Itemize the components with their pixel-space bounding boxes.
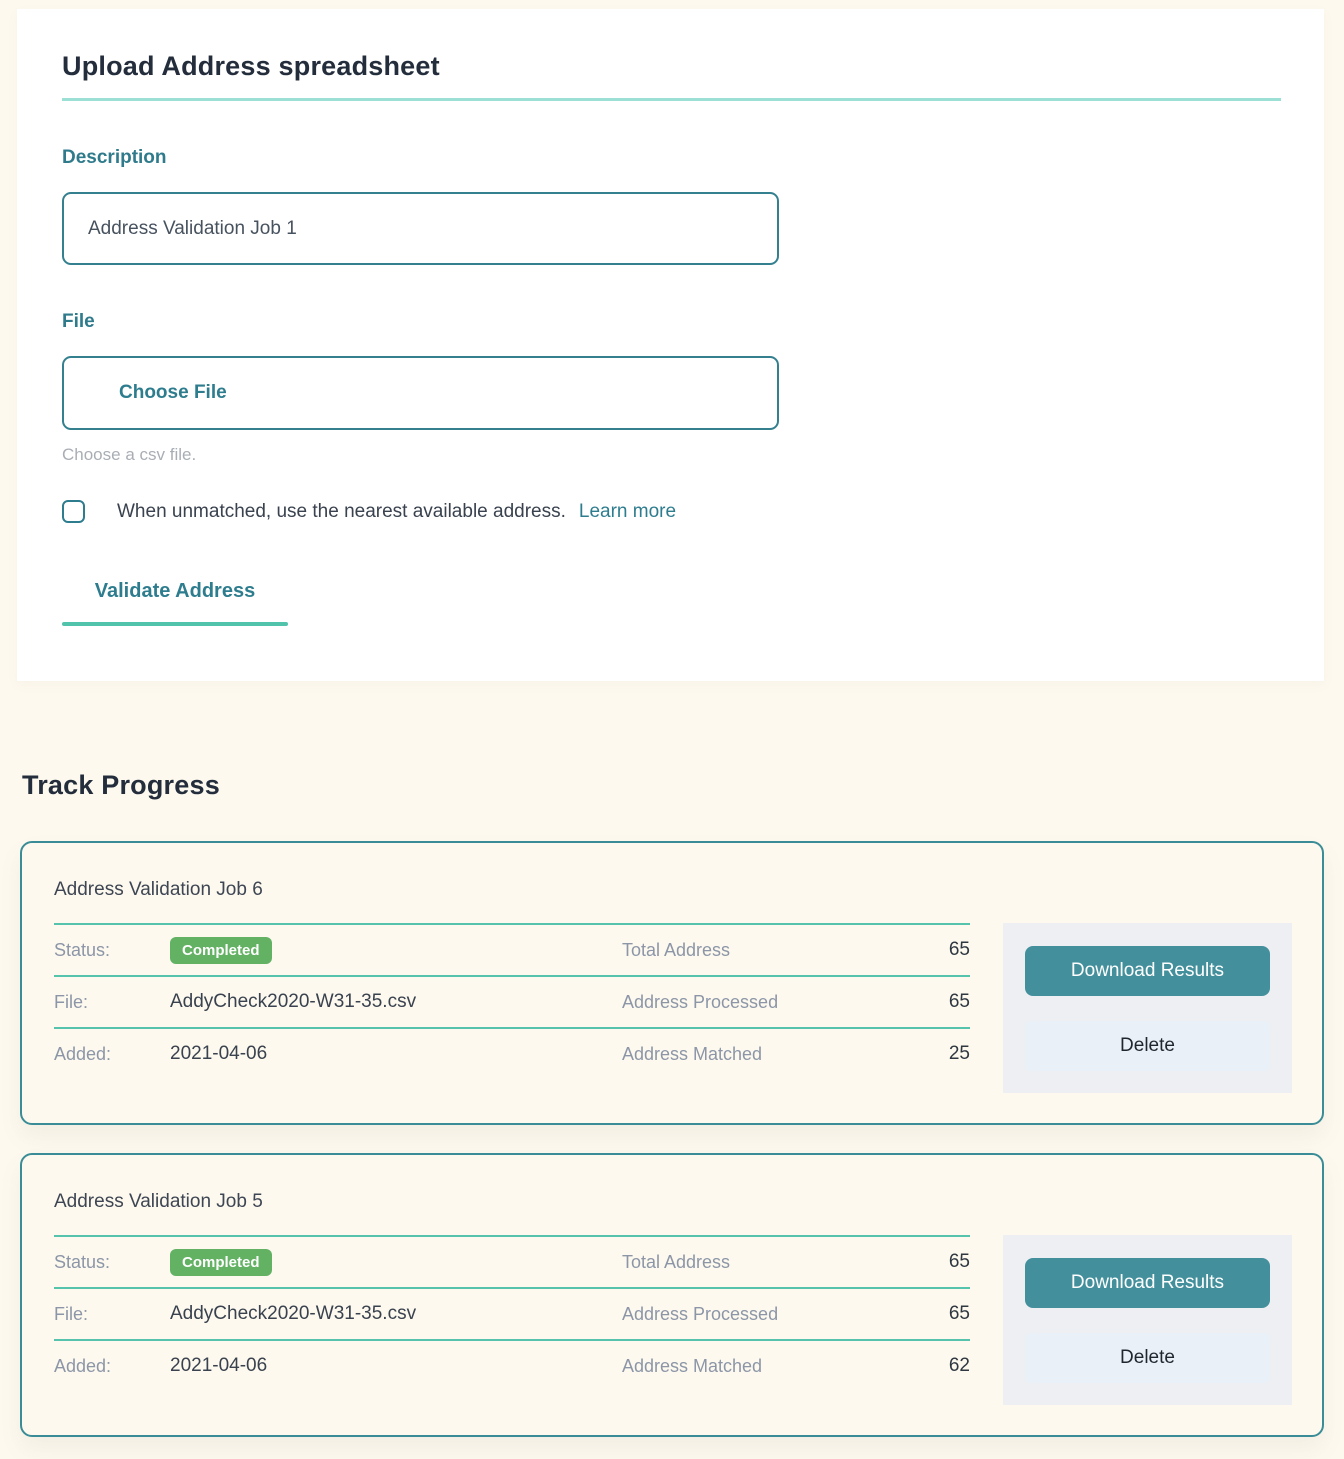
stat-value: 62 — [948, 1355, 970, 1376]
added-label: Added: — [54, 1355, 112, 1376]
job-details-table — [54, 1235, 970, 1391]
download-results-button[interactable]: Download Results — [1025, 946, 1270, 996]
table-row — [54, 1339, 970, 1391]
table-row — [54, 1027, 970, 1079]
choose-file-button[interactable] — [62, 356, 779, 430]
table-row — [54, 1287, 970, 1339]
status-badge: Completed — [170, 937, 272, 964]
stat-value: 65 — [948, 1251, 970, 1272]
validate-address-button[interactable] — [62, 580, 288, 626]
status-label: Status: — [54, 939, 111, 960]
file-value: AddyCheck2020-W31-35.csv — [170, 991, 417, 1012]
stat-label: Address Processed — [622, 991, 779, 1012]
unmatched-checkbox[interactable] — [62, 500, 85, 523]
learn-more-link[interactable]: Learn more — [578, 500, 677, 522]
download-results-button[interactable]: Download Results — [1025, 1258, 1270, 1308]
status-value — [170, 937, 622, 964]
file-label: File: — [54, 991, 89, 1012]
job-card — [20, 1153, 1324, 1437]
unmatched-option-row — [62, 500, 1281, 523]
added-value: 2021-04-06 — [170, 1043, 268, 1064]
stat-label: Address Matched — [622, 1355, 763, 1376]
stat-label: Address Processed — [622, 1303, 779, 1324]
track-progress-section — [20, 770, 1324, 1437]
delete-button[interactable]: Delete — [1025, 1333, 1270, 1383]
stat-label: Address Matched — [622, 1043, 763, 1064]
unmatched-checkbox-label: When unmatched, use the nearest available address. — [117, 500, 566, 522]
stat-value: 65 — [948, 991, 970, 1012]
job-title: Address Validation Job 6 — [54, 879, 263, 900]
stat-label: Total Address — [622, 939, 731, 960]
file-label: File: — [54, 1303, 89, 1324]
validate-address-label: Validate Address — [94, 580, 256, 602]
job-actions-panel — [1003, 923, 1292, 1093]
job-body — [54, 1235, 1292, 1405]
description-input[interactable] — [62, 192, 779, 265]
title-underline — [62, 98, 1281, 101]
job-actions-panel — [1003, 1235, 1292, 1405]
stat-value: 65 — [948, 939, 970, 960]
page-title: Upload Address spreadsheet — [62, 51, 440, 81]
upload-card — [17, 9, 1324, 681]
table-row — [54, 1235, 970, 1287]
file-hint: Choose a csv file. — [62, 445, 197, 464]
added-value: 2021-04-06 — [170, 1355, 268, 1376]
stat-value: 25 — [948, 1043, 970, 1064]
track-progress-title: Track Progress — [22, 770, 220, 800]
delete-button[interactable]: Delete — [1025, 1021, 1270, 1071]
job-card — [20, 841, 1324, 1125]
status-label: Status: — [54, 1251, 111, 1272]
file-label: File — [62, 311, 95, 332]
job-title: Address Validation Job 5 — [54, 1191, 263, 1212]
stat-label: Total Address — [622, 1251, 731, 1272]
table-row — [54, 975, 970, 1027]
job-body — [54, 923, 1292, 1093]
file-value: AddyCheck2020-W31-35.csv — [170, 1303, 417, 1324]
status-value — [170, 1249, 622, 1276]
status-badge: Completed — [170, 1249, 272, 1276]
description-label: Description — [62, 147, 167, 168]
added-label: Added: — [54, 1043, 112, 1064]
validate-address-underline — [62, 622, 288, 626]
table-row — [54, 923, 970, 975]
job-details-table — [54, 923, 970, 1079]
choose-file-label: Choose File — [119, 382, 227, 403]
stat-value: 65 — [948, 1303, 970, 1324]
